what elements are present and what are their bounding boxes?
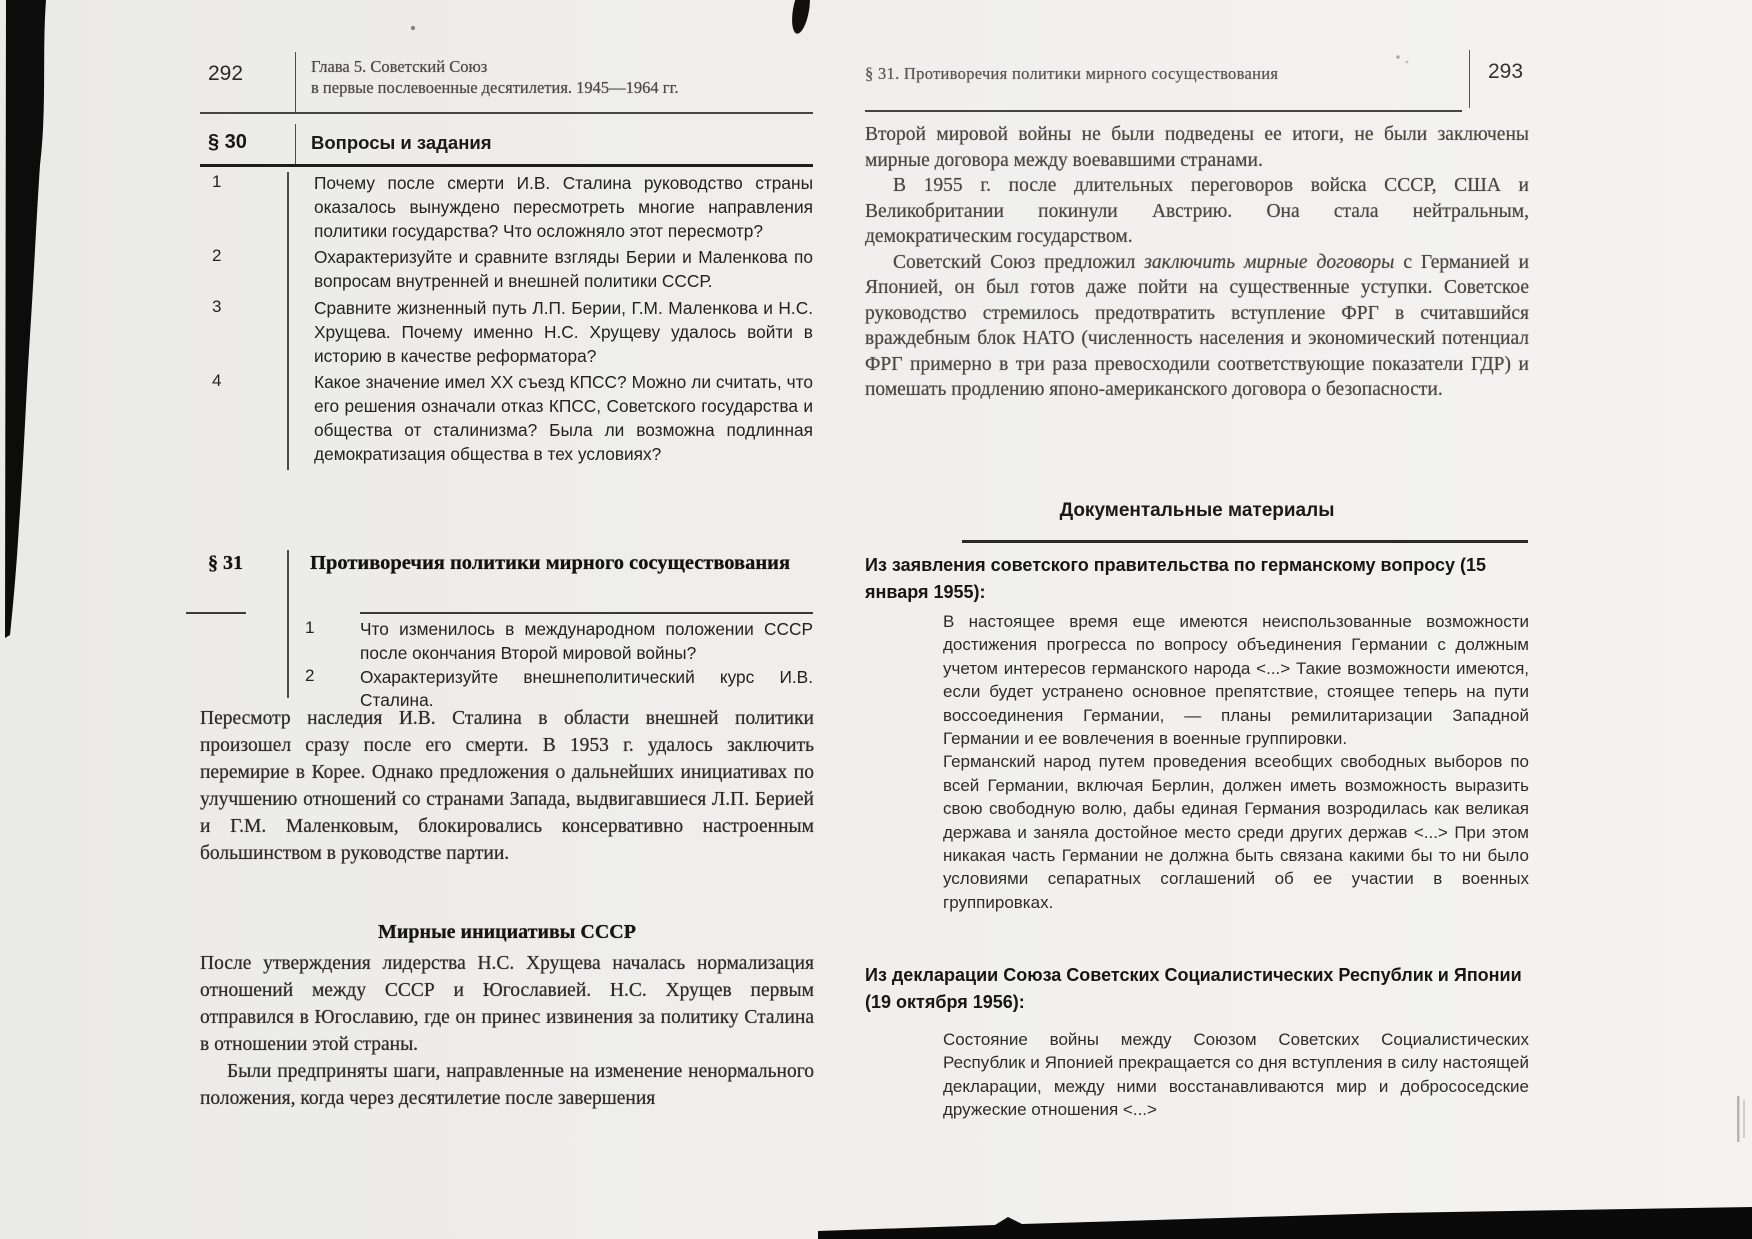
right-body-paragraph-1: Второй мировой войны не были подведены ее итоги, не были заключены мирные договора между воевавшими странами. bbox=[865, 124, 1529, 171]
left-header-rule bbox=[200, 112, 813, 114]
paragraph-3-lead: Советский Союз предложил bbox=[893, 251, 1145, 273]
margin-rule-fragment bbox=[186, 612, 246, 614]
paragraph-3-tail: с Германией и Японией, он был готов даже пойти на существенные уступки. Советское руководство стремилось предотвратить вступление ФРГ в считавшийся враждебным блок НАТО (численность населения и экономический потенциал ФРГ примерно в три раза превосходили соответствующие показатели ГДР) и помешать продлению японо-американского договора о безопасности. bbox=[865, 251, 1529, 400]
question-text: Сравните жизненный путь Л.П. Берии, Г.М. Маленкова и Н.С. Хрущева. Почему именно Н.С. Хрущеву удалось войти в историю в качестве реформатора? bbox=[314, 297, 813, 366]
right-page-number: 293 bbox=[1469, 50, 1541, 108]
right-running-head-text: § 31. Противоречия политики мирного сосуществования bbox=[865, 64, 1279, 83]
scan-speck bbox=[411, 26, 415, 30]
documents-rule bbox=[962, 540, 1528, 543]
question-row bbox=[200, 371, 813, 466]
section-30-title: Вопросы и задания bbox=[311, 132, 492, 153]
left-body-paragraph-3: Были предприняты шаги, направленные на изменение ненормального положения, когда через десятилетие после завершения bbox=[200, 1061, 814, 1109]
left-subheading: Мирные инициативы СССР bbox=[378, 921, 636, 943]
scan-artifact-bottom-bar bbox=[818, 1207, 1752, 1239]
section-31-label: § 31 bbox=[208, 552, 243, 574]
chapter-title-line1: Глава 5. Советский Союз bbox=[311, 57, 488, 76]
section-31-title: Противоречия политики мирного сосуществования bbox=[310, 552, 791, 574]
chapter-title-line2: в первые послевоенные десятилетия. 1945—1964 гг. bbox=[311, 78, 679, 97]
document-1-paragraph-2: Германский народ путем проведения всеобщих свободных выборов по всей Германии, включая Берлин, должен иметь возможность выразить свою свободную волю, дабы единая Германия возродилась как великая держава и заняла достойное место среди других держав <...> При этом никакая часть Германии не должна быть связана какими бы то ни было условиями сепаратных соглашений об ее участии в военных группировках. bbox=[943, 752, 1529, 912]
left-body-paragraph-2: После утверждения лидерства Н.С. Хрущева началась нормализация отношений между СССР и Югославией. Н.С. Хрущев первым отправился в Югославию, где он принес извинения за политику Сталина в отношении этой страны. bbox=[200, 953, 814, 1055]
question-row bbox=[200, 297, 813, 368]
question-number: 4 bbox=[212, 371, 222, 391]
right-running-head bbox=[865, 50, 1541, 110]
document-2-title: Из декларации Союза Советских Социалистических Республик и Японии (19 октября 1956): bbox=[865, 965, 1522, 1012]
question-text: Охарактеризуйте внешнеполитический курс И.В. Сталина. bbox=[360, 666, 813, 711]
document-1-title: Из заявления советского правительства по германскому вопросу (15 января 1955): bbox=[865, 555, 1487, 602]
document-2-paragraph-1: Состояние войны между Союзом Советских Социалистических Республик и Японией прекращается со дня вступления в силу настоящей декларации, между ними восстанавливаются мир и добрососедские дружеские отношения <...> bbox=[943, 1030, 1529, 1120]
question-text: Охарактеризуйте и сравните взгляды Берии и Маленкова по вопросам внутренней и внешней политики СССР. bbox=[314, 247, 813, 292]
section-31-questions bbox=[305, 618, 813, 713]
question-number: 1 bbox=[305, 618, 315, 637]
question-text: Какое значение имел XX съезд КПСС? Можно ли считать, что его решения означали отказ КПСС, Советского государства и общества от сталинизма? Была ли возможна подлинная демократизация общества в тех условиях? bbox=[314, 372, 813, 464]
left-page-number: 292 bbox=[200, 52, 296, 112]
question-number: 1 bbox=[212, 172, 222, 191]
section-30-header bbox=[200, 124, 813, 164]
section-31-questions-rule bbox=[360, 612, 813, 614]
question-text: Что изменилось в международном положении СССР после окончания Второй мировой войны? bbox=[360, 619, 813, 663]
question-number: 2 bbox=[212, 246, 222, 266]
section-30-label: § 30 bbox=[200, 124, 296, 164]
document-1-paragraph-1: В настоящее время еще имеются неиспользованные возможности достижения прогресса по вопросу объединения Германии с должным учетом интересов германского народа <...> Такие возможности имеются, если будет устранено основное препятствие, стоящее теперь на пути воссоединения Германии, — планы ремилитаризации Западной Германии и ее вовлечения в военные группировки. bbox=[943, 612, 1529, 749]
section-31-header bbox=[200, 548, 813, 575]
question-text: Почему после смерти И.В. Сталина руководство страны оказалось вынуждено пересмотреть многие направления политики государства? Что осложняло этот пересмотр? bbox=[314, 173, 813, 241]
left-chapter-title bbox=[296, 52, 679, 112]
scan-artifact-top-blob bbox=[789, 0, 813, 35]
section-31-header-block bbox=[200, 548, 813, 711]
right-body-paragraph-2: В 1955 г. после длительных переговоров войска СССР, США и Великобритании покинули Австрию. Она стала нейтральным, демократическим государством. bbox=[865, 175, 1529, 247]
question-row bbox=[200, 172, 813, 243]
section-31-divider bbox=[287, 550, 289, 698]
scan-artifact-edge-tick bbox=[1737, 1096, 1740, 1142]
scan-artifact-left-band bbox=[5, 0, 46, 638]
left-running-head bbox=[200, 52, 813, 112]
document-1-body bbox=[943, 610, 1529, 914]
section-30-questions bbox=[200, 172, 813, 470]
section-30-rule bbox=[200, 164, 813, 167]
right-body bbox=[865, 122, 1529, 403]
right-header-rule bbox=[865, 110, 1462, 112]
document-2-body bbox=[943, 1028, 1529, 1122]
left-body-paragraph-1: Пересмотр наследия И.В. Сталина в области внешней политики произошел сразу после его смерти. В 1953 г. удалось заключить перемирие в Корее. Однако предложения о дальнейших инициативах по улучшению отношений со странами Запада, выдвигавшиеся Л.П. Берией и Г.М. Маленковым, блокировались консервативно настроенным большинством в руководстве партии. bbox=[200, 708, 814, 864]
scan-artifact-edge-tick bbox=[1743, 1100, 1745, 1138]
right-body-paragraph-3 bbox=[865, 250, 1529, 403]
question-number: 3 bbox=[212, 296, 222, 316]
question-row bbox=[200, 246, 813, 294]
paragraph-3-italic-phrase: заключить мирные договоры bbox=[1144, 251, 1395, 273]
question-number: 2 bbox=[305, 665, 315, 685]
question-row bbox=[305, 618, 813, 666]
documents-heading: Документальные материалы bbox=[1059, 500, 1335, 521]
